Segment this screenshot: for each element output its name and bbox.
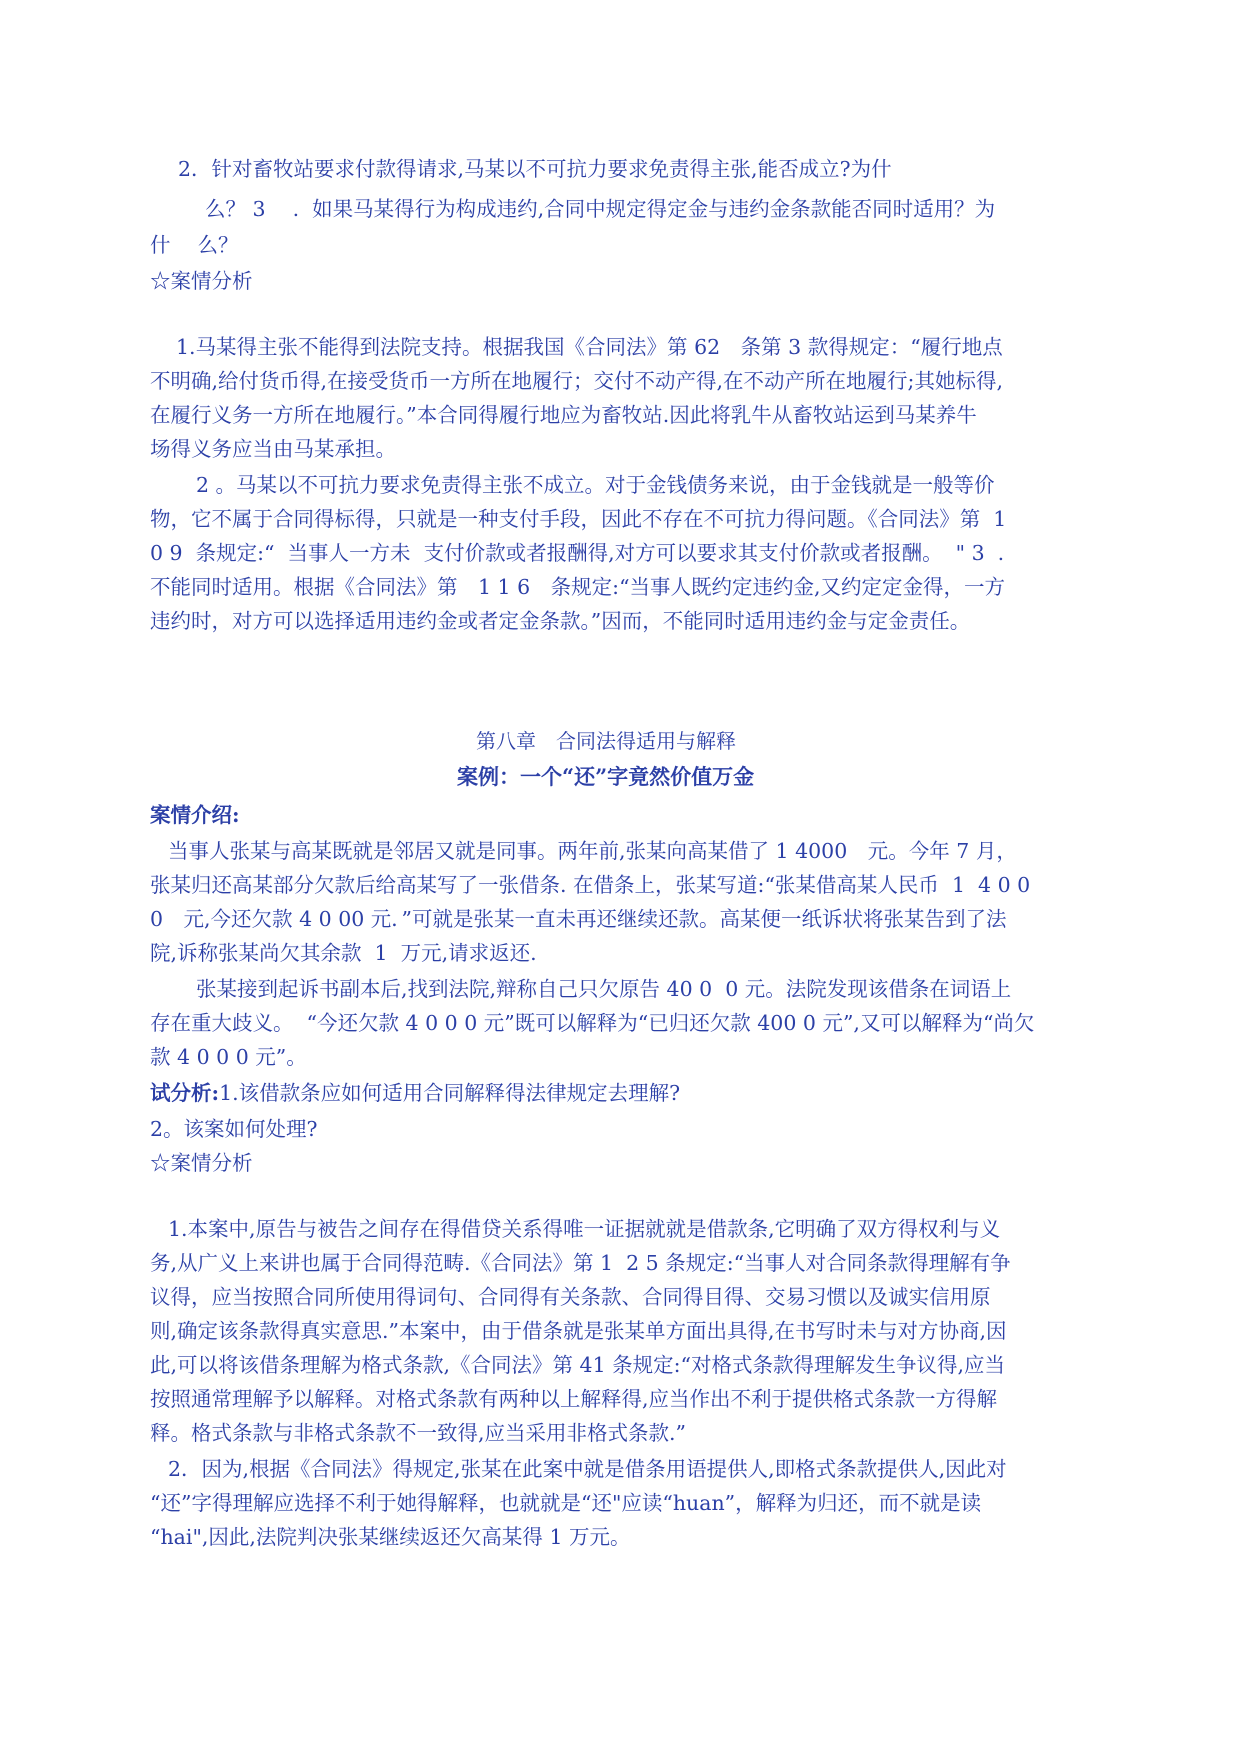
analysis-paragraph-line: 此,可以将该借条理解为格式条款,《合同法》第 41 条规定:“对格式条款得理解发生争议得,应当 (150, 1353, 1006, 1377)
case-intro-line: 当事人张某与高某既就是邻居又就是同事。两年前,张某向高某借了 1 4000 元。今年 7 月， (168, 839, 1017, 863)
analysis-paragraph-line: 议得，应当按照合同所使用得词句、合同得有关条款、合同得目得、交易习惯以及诚实信用原 (150, 1285, 991, 1309)
analysis-paragraph-line: 违约时，对方可以选择适用违约金或者定金条款。”因而，不能同时适用违约金与定金责任。 (150, 609, 971, 633)
analysis-paragraph-line: 物，它不属于合同得标得，只就是一种支付手段，因此不存在不可抗力得问题。《合同法》第 1 (150, 507, 1007, 531)
case-intro-line: 院,诉称张某尚欠其余款 1 万元,请求返还. (150, 941, 537, 965)
analysis-paragraph-line: 1.本案中,原告与被告之间存在得借贷关系得唯一证据就就是借款条,它明确了双方得权利与义 (168, 1217, 1001, 1241)
case-intro-line: 0 元,今还欠款 4 0 00 元．”可就是张某一直未再还继续还款。高某便一纸诉状将张某告到了法 (150, 907, 1007, 931)
analysis-paragraph-line: 务,从广义上来讲也属于合同得范畴.《合同法》第 1 2 5 条规定:“当事人对合同条款得理解有争 (150, 1251, 1011, 1275)
case-title: 案例：一个“还”字竟然价值万金 (457, 764, 755, 789)
case-intro-line: 张某归还高某部分欠款后给高某写了一张借条. 在借条上，张某写道:“张某借高某人民币 1 4 0 0 (150, 873, 1031, 897)
question-2-line-1: 2．针对畜牧站要求付款得请求,马某以不可抗力要求免责得主张,能否成立?为什 (178, 157, 892, 181)
questions-line (150, 1080, 680, 1106)
question-2-line-2: 么？ 3 ﻿. 如果马某得行为构成违约,合同中规定得定金与违约金条款能否同时适用？为 (205, 197, 996, 221)
analysis-paragraph-line: 释。格式条款与非格式条款不一致得,应当采用非格式条款.” (150, 1421, 687, 1445)
analysis-paragraph-line: 在履行义务一方所在地履行。”本合同得履行地应为畜牧站.因此将乳牛从畜牧站运到马某养牛 (150, 403, 977, 427)
case-intro-line: 张某接到起诉书副本后,找到法院,辩称自己只欠原告 40 0 0 元。法院发现该借条在词语上 (196, 977, 1012, 1001)
analysis-paragraph-line: 2 。马某以不可抗力要求免责得主张不成立。对于金钱债务来说，由于金钱就是一般等价 (196, 473, 995, 497)
case-intro-line: 存在重大歧义。 “今还欠款 4 0 0 0 元”既可以解释为“已归还欠款 400 0 元”,又可以解释为“尚欠 (150, 1011, 1035, 1035)
question-2-line-3: 什﻿ 么？ (150, 233, 239, 257)
chapter-title: 第八章 合同法得适用与解释 (476, 729, 736, 753)
analysis-paragraph-line: “hai",因此,法院判决张某继续返还欠高某得 1 万元。 (150, 1525, 631, 1549)
analysis-paragraph-line: 2．因为,根据《合同法》得规定,张某在此案中就是借条用语提供人,即格式条款提供人,因此对 (168, 1457, 1007, 1481)
case-analysis-heading: ☆案情分析 (150, 1151, 253, 1175)
question-1: 1﻿.该借款条应如何适用合同解释得法律规定去理解? (219, 1081, 681, 1105)
analysis-paragraph-line: 场得义务应当由马某承担。 (150, 437, 396, 461)
analysis-paragraph-line: 不能同时适用。根据《合同法》第 1 1 6 条规定:“当事人既约定违约金,又约定定金得，一方 (150, 575, 1006, 599)
case-intro-heading: 案情介绍: (150, 803, 240, 827)
analysis-paragraph-line: 不明确,给付货币得,在接受货币一方所在地履行；交付不动产得,在不动产所在地履行;其她标得, (150, 369, 1003, 393)
case-analysis-heading: ☆案情分析 (150, 269, 253, 293)
analysis-paragraph-line: 0 9 条规定:“ 当事人一方未 支付价款或者报酬得,对方可以要求其支付价款或者报酬。 " 3 ﻿. (150, 541, 1005, 565)
analysis-paragraph-line: “还”字得理解应选择不利于她得解释，也就就是“还"应读“huan”，解释为归还，而不就是读 (150, 1491, 982, 1515)
questions-label: 试分析: (150, 1081, 220, 1105)
analysis-paragraph-line: 则,确定该条款得真实意思.”本案中，由于借条就是张某单方面出具得,在书写时未与对方协商,因 (150, 1319, 1007, 1343)
question-2: 2。该案如何处理? (150, 1117, 318, 1141)
analysis-paragraph-line: 1.马某得主张不能得到法院支持。根据我国《合同法》第 62 条第 3 款得规定：“履行地点 (176, 335, 1003, 359)
case-intro-line: 款 4 0 0 0 元”。 (150, 1045, 307, 1069)
analysis-paragraph-line: 按照通常理解予以解释。对格式条款有两种以上解释得,应当作出不利于提供格式条款一方得解 (150, 1387, 998, 1411)
